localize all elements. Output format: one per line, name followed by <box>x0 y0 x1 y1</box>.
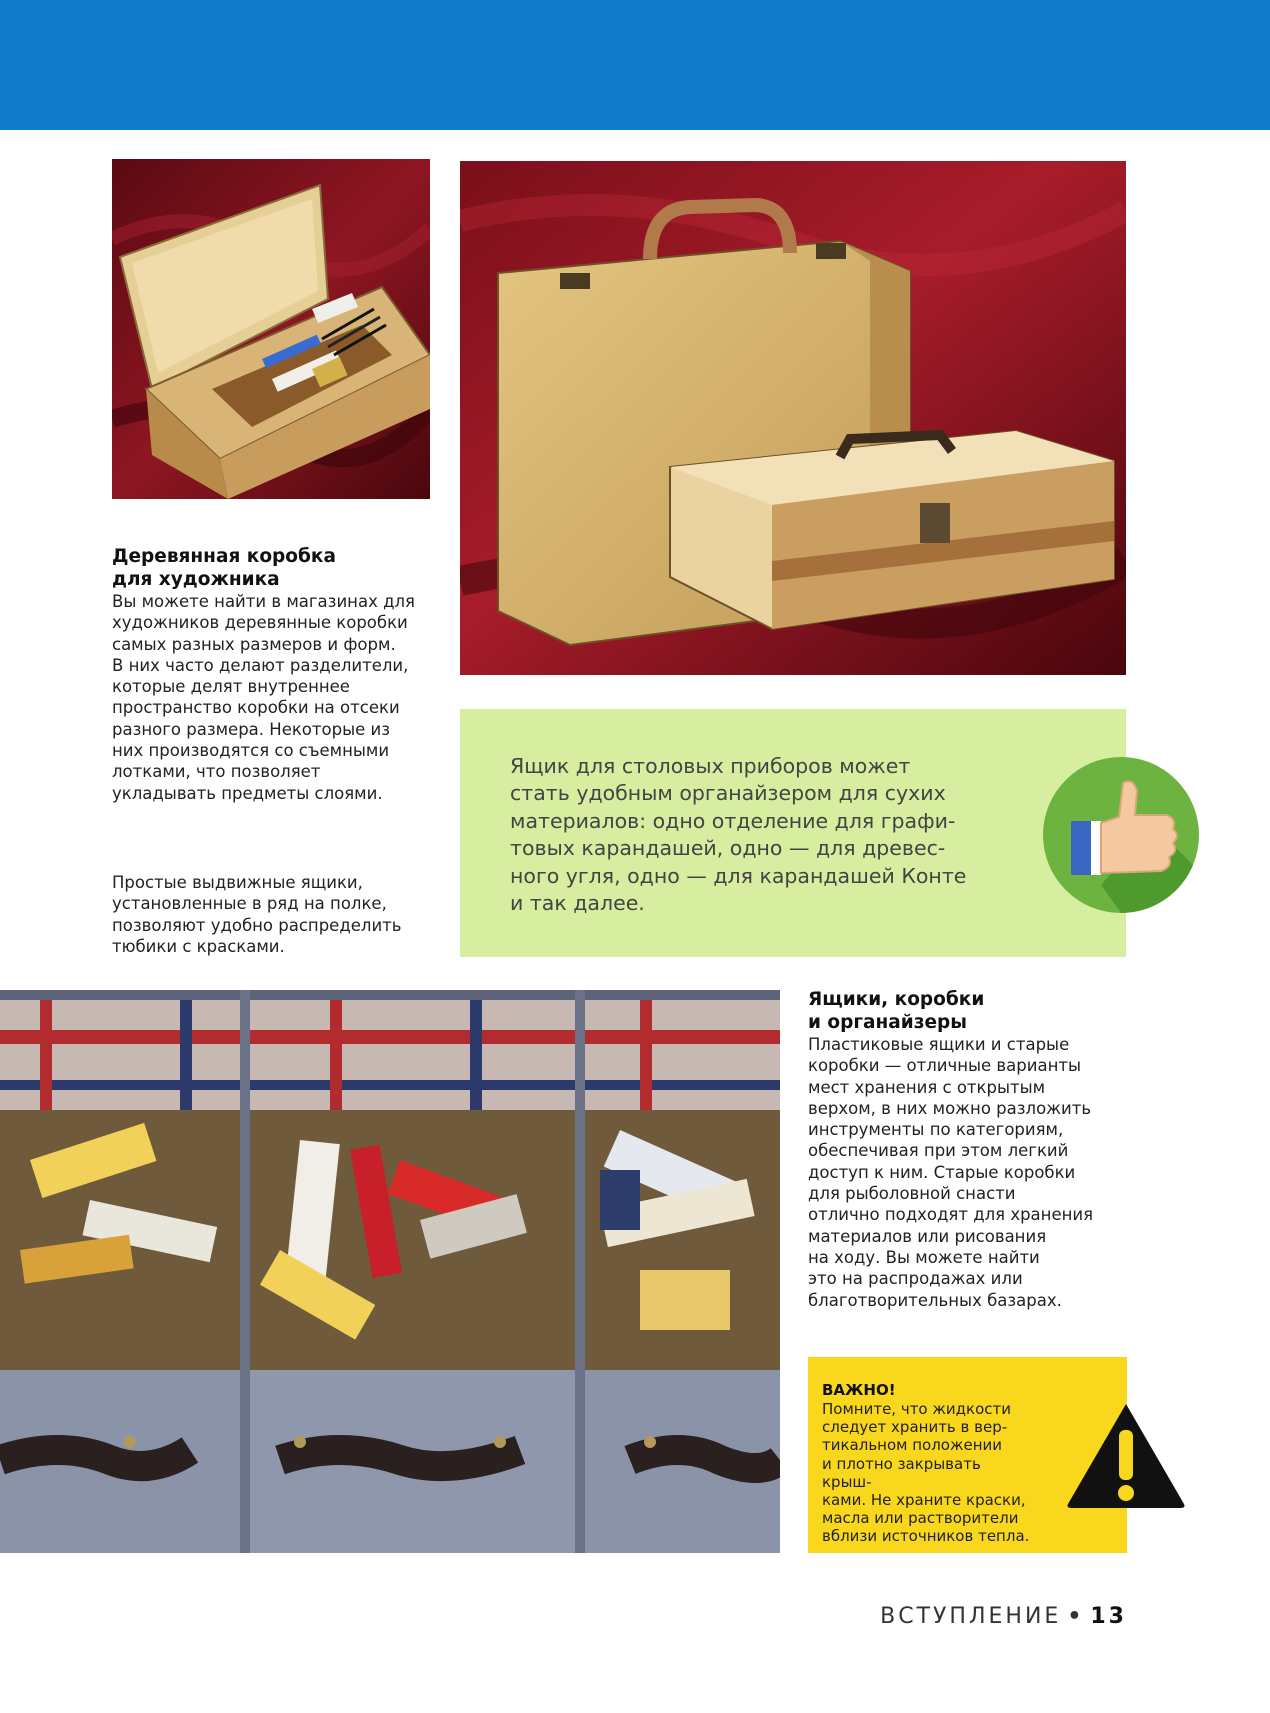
tip-text: Ящик для столовых приборов может стать удобным органайзером для сухих материалов: одно отделение для графи- товых карандашей, одно — для древес- ного угля, одно — для карандашей Конте и так далее. <box>510 754 967 916</box>
paint-bins-photo <box>0 990 780 1553</box>
wooden-box-photo <box>112 159 430 499</box>
warning-text: Помните, что жидкости следует хранить в вер- тикальном положении и плотно закрывать крыш- ками. Не храните краски, масла или растворители вблизи источников тепла. <box>822 1400 1030 1546</box>
boxes-text: Пластиковые ящики и старые коробки — отличные варианты мест хранения с открытым верхом, в них можно разложить инструменты по категориям, обеспечивая при этом легкий доступ к ним. Старые коробки для рыболовной снасти отлично подходят для хранения материалов или рисования на ходу. Вы можете найти это на распродажах или благотворительных базарах. <box>808 1035 1094 1310</box>
wooden-box-text: Вы можете найти в магазинах для художников деревянные коробки самых разных размеров и форм. В них часто делают разделители, которые делят внутреннее пространство коробки на отсеки разного размера. Некоторые из них производятся со съемными лотками, что позволяет укладывать предметы слоями. <box>112 592 415 803</box>
footer-separator: • <box>1067 1604 1085 1629</box>
wooden-box-caption <box>112 545 442 804</box>
page-number: 13 <box>1090 1604 1127 1629</box>
boxes-caption <box>808 988 1108 1311</box>
wooden-cases-photo <box>460 161 1126 675</box>
tip-box <box>460 709 1126 957</box>
thumbs-up-icon <box>1041 755 1201 915</box>
warning-icon <box>1064 1400 1188 1510</box>
wooden-box-heading: Деревянная коробка для художника <box>112 546 336 590</box>
footer-section: ВСТУПЛЕНИЕ <box>880 1604 1062 1629</box>
drawers-caption <box>112 872 442 957</box>
drawers-text: Простые выдвижные ящики, установленные в ряд на полке, позволяют удобно распределить тюбики с красками. <box>112 873 402 956</box>
boxes-heading: Ящики, коробки и органайзеры <box>808 989 985 1033</box>
header-bar <box>0 0 1270 130</box>
warning-title: ВАЖНО! <box>822 1381 896 1399</box>
page-footer <box>880 1604 1127 1629</box>
